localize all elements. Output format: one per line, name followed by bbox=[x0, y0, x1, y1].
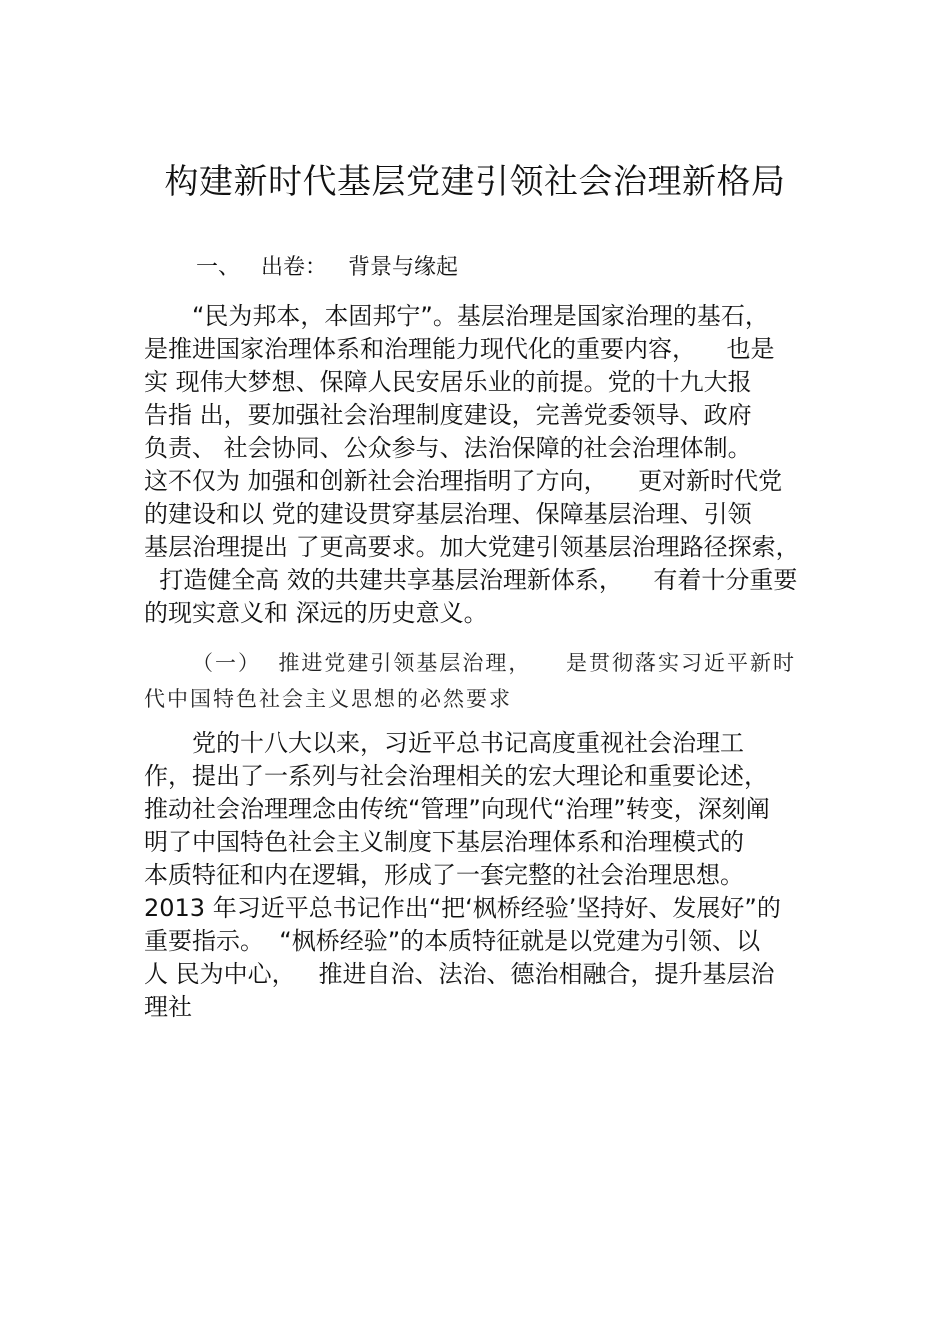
text-line: 是推进国家治理体系和治理能力现代化的重要内容， 也是 bbox=[144, 335, 775, 363]
section-heading: 一、 出卷： 背景与缘起 bbox=[196, 255, 458, 280]
text-line: “民为邦本，本固邦宁”。基层治理是国家治理的基石， bbox=[192, 302, 769, 330]
subheading-line: 代中国特色社会主义思想的必然要求 bbox=[144, 687, 512, 711]
text-line: 这不仅为 加强和创新社会治理指明了方向， 更对新时代党 bbox=[144, 467, 783, 495]
text-line: 本质特征和内在逻辑，形成了一套完整的社会治理思想。 bbox=[144, 861, 744, 889]
text-line: 的现实意义和 深远的历史意义。 bbox=[144, 599, 488, 627]
text-line: 党的十八大以来，习近平总书记高度重视社会治理工 bbox=[192, 729, 744, 757]
text-line: 重要指示。 “枫桥经验”的本质特征就是以党建为引领、以 bbox=[144, 927, 761, 955]
text-line: 理社 bbox=[144, 993, 192, 1021]
text-line: 打造健全高 效的共建共享基层治理新体系， 有着十分重要 bbox=[144, 566, 798, 594]
text-line: 基层治理提出 了更高要求。加大党建引领基层治理路径探索， bbox=[144, 533, 800, 561]
text-line: 负责、 社会协同、公众参与、法治保障的社会治理体制。 bbox=[144, 434, 752, 462]
text-line: 明了中国特色社会主义制度下基层治理体系和治理模式的 bbox=[144, 828, 744, 856]
document-title: 构建新时代基层党建引领社会治理新格局 bbox=[164, 162, 786, 202]
text-line: 人 民为中心， 推进自治、法治、德治相融合，提升基层治 bbox=[144, 960, 775, 988]
text-line: 作，提出了一系列与社会治理相关的宏大理论和重要论述， bbox=[144, 762, 768, 790]
text-line: 推动社会治理理念由传统“管理”向现代“治理”转变，深刻阐 bbox=[144, 795, 770, 823]
subheading-line: （一） 推进党建引领基层治理， 是贯彻落实习近平新时 bbox=[192, 651, 797, 675]
text-line: 的建设和以 党的建设贯穿基层治理、保障基层治理、引领 bbox=[144, 500, 752, 528]
text-line: 2013 年习近平总书记作出“把‘枫桥经验’坚持好、发展好”的 bbox=[144, 894, 781, 922]
text-line: 告指 出，要加强社会治理制度建设，完善党委领导、政府 bbox=[144, 401, 752, 429]
text-line: 实 现伟大梦想、保障人民安居乐业的前提。党的十九大报 bbox=[144, 368, 752, 396]
paragraph-fengqiao bbox=[144, 727, 824, 1024]
subheading-one bbox=[144, 645, 834, 717]
paragraph-background bbox=[144, 300, 824, 630]
